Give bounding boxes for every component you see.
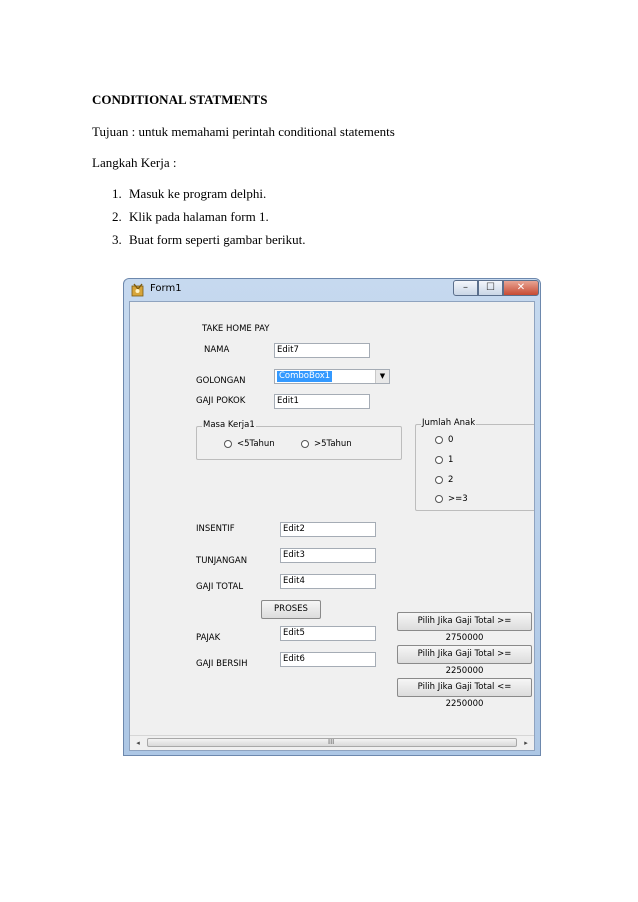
gaji-pokok-input[interactable]: Edit1 [274,394,370,409]
radio-anak-0[interactable]: 0 [435,435,453,445]
insentif-label: INSENTIF [196,524,235,534]
proses-button[interactable]: PROSES [261,600,321,619]
maximize-button[interactable]: ☐ [478,280,503,296]
steps-list [112,186,306,255]
step-item: 1. Masuk ke program delphi. [112,186,267,201]
radio-circle-icon [435,476,443,484]
pilih-gaji-ge-2250000-button[interactable]: Pilih Jika Gaji Total >= 2250000 [397,645,532,664]
gaji-total-input[interactable]: Edit4 [280,574,376,589]
masa-kerja-group [196,420,402,460]
golongan-label: GOLONGAN [196,376,246,386]
take-home-pay-label: TAKE HOME PAY [202,324,270,334]
title-bar[interactable] [124,279,540,301]
radio-circle-icon [435,495,443,503]
tunjangan-label: TUNJANGAN [196,556,248,566]
scroll-grip-icon: III [328,738,335,746]
document-heading: CONDITIONAL STATMENTS [92,92,268,107]
radio-anak-3plus[interactable]: >=3 [435,494,468,504]
radio-circle-icon [435,436,443,444]
golongan-combobox[interactable] [274,369,390,384]
tunjangan-input[interactable]: Edit3 [280,548,376,563]
golongan-combobox-value: ComboBox1 [279,371,331,381]
radio-lt-5tahun[interactable]: <5Tahun [224,439,275,449]
chevron-down-icon[interactable]: ▼ [375,370,389,383]
pajak-label: PAJAK [196,633,221,643]
minimize-button[interactable]: – [453,280,478,296]
close-button[interactable]: ✕ [503,280,539,296]
form-client-area [129,301,535,751]
pilih-gaji-le-2250000-button[interactable]: Pilih Jika Gaji Total <= 2250000 [397,678,532,697]
gaji-bersih-input[interactable]: Edit6 [280,652,376,667]
jumlah-anak-caption: Jumlah Anak [422,418,476,428]
pajak-input[interactable]: Edit5 [280,626,376,641]
jumlah-anak-group [415,418,535,511]
radio-circle-icon [224,440,232,448]
gaji-total-label: GAJI TOTAL [196,582,244,592]
nama-label: NAMA [204,345,230,355]
scrollbar-thumb[interactable] [147,738,517,747]
arrow-right-icon[interactable]: ▸ [524,739,528,747]
masa-kerja-caption: Masa Kerja1 [203,420,255,430]
arrow-left-icon[interactable]: ◂ [136,739,140,747]
horizontal-scrollbar[interactable] [130,735,534,750]
document-objective: Tujuan : untuk memahami perintah conditional statements [92,124,395,139]
window-title: Form1 [150,283,182,294]
insentif-input[interactable]: Edit2 [280,522,376,537]
radio-anak-1[interactable]: 1 [435,455,453,465]
pilih-gaji-2750000-button[interactable]: Pilih Jika Gaji Total >= 2750000 [397,612,532,631]
radio-gt-5tahun[interactable]: >5Tahun [301,439,352,449]
form-window [123,278,541,756]
radio-anak-2[interactable]: 2 [435,475,453,485]
step-item: 3. Buat form seperti gambar berikut. [112,232,306,247]
delphi-app-icon [131,283,145,297]
gaji-bersih-label: GAJI BERSIH [196,659,248,669]
radio-circle-icon [301,440,309,448]
step-item: 2. Klik pada halaman form 1. [112,209,269,224]
nama-input[interactable]: Edit7 [274,343,370,358]
steps-title: Langkah Kerja : [92,155,177,170]
radio-circle-icon [435,456,443,464]
gaji-pokok-label: GAJI POKOK [196,396,246,406]
